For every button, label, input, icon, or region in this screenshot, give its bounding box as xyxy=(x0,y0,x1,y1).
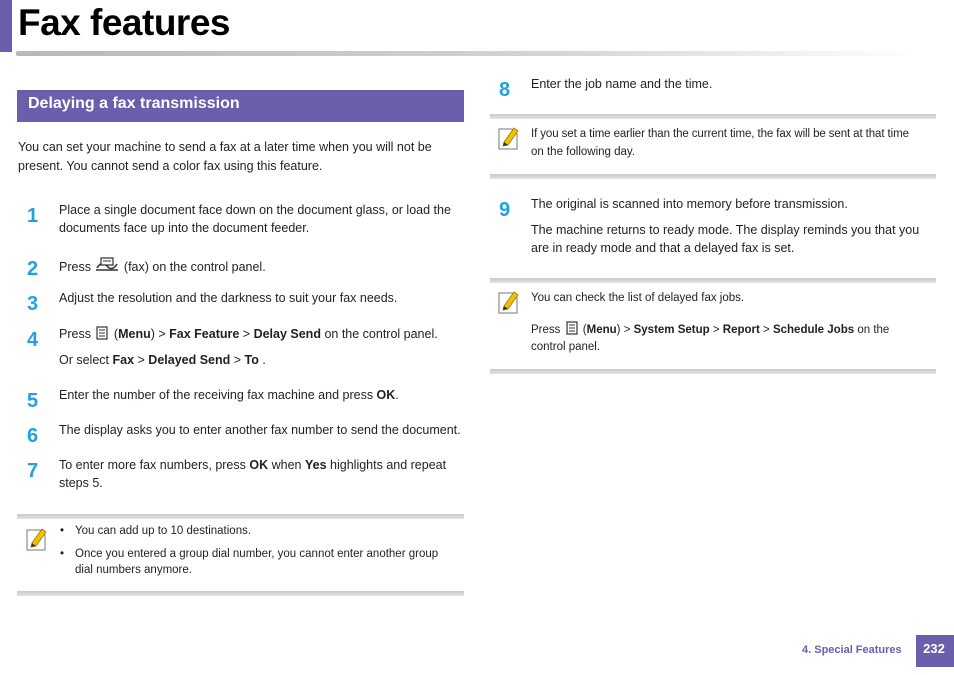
note-pencil-icon xyxy=(497,125,519,151)
step-2-post: (fax) on the control panel. xyxy=(123,260,266,274)
note-pencil-icon xyxy=(497,289,519,315)
note-bullet-dot-2: • xyxy=(60,548,65,560)
note-right2-press: Press xyxy=(531,324,561,336)
step-7-line1 xyxy=(59,456,446,475)
step-4-delay-send: Delay Send xyxy=(253,327,321,341)
footer-page-number: 232 xyxy=(923,641,945,656)
note-right2-schedule-jobs: Schedule Jobs xyxy=(772,324,855,336)
step-number-6: 6 xyxy=(27,425,39,447)
step-9-line1: The original is scanned into memory before transmission. xyxy=(531,197,848,211)
intro-text-line2: present. You cannot send a color fax using this feature. xyxy=(18,159,323,173)
title-accent-bar xyxy=(0,0,12,52)
step-number-7: 7 xyxy=(27,460,39,482)
step-5-pre: Enter the number of the receiving fax machine and press xyxy=(59,388,374,402)
note-right2-menu: Menu xyxy=(586,324,617,336)
step-4-delayed-send: Delayed Send xyxy=(148,353,231,367)
step-4-or-select: Or select xyxy=(59,353,110,367)
step-4-line2: Or select Fax > Delayed Send > To . xyxy=(59,353,266,367)
note-left-bullet2-line2: dial numbers anymore. xyxy=(75,564,192,576)
step-7-yes: Yes xyxy=(304,458,327,472)
step-7-tail: highlights and repeat xyxy=(330,458,447,472)
step-7-pre: To enter more fax numbers, press xyxy=(59,458,246,472)
note-right2-line3: control panel. xyxy=(531,341,601,353)
step-1-line2: documents face up into the document feeder. xyxy=(59,221,310,235)
step-4-menu: Menu xyxy=(118,327,151,341)
step-number-9: 9 xyxy=(499,199,511,221)
intro-text-line1: You can set your machine to send a fax at a later time when you will not be xyxy=(18,140,432,154)
note-right1-line2: on the following day. xyxy=(531,146,635,158)
fax-icon xyxy=(94,254,120,280)
step-6-text: The display asks you to enter another fax number to send the document. xyxy=(59,423,461,437)
note-right1-line1: If you set a time earlier than the current time, the fax will be sent at that time xyxy=(531,128,909,140)
step-4-fax-feature: Fax Feature xyxy=(169,327,240,341)
note-top-rule xyxy=(17,514,464,519)
step-number-8: 8 xyxy=(499,79,511,101)
note-left-bullet1: You can add up to 10 destinations. xyxy=(75,525,252,537)
step-9-line3: are in ready mode and that a delayed fax is set. xyxy=(531,241,795,255)
step-8-text: Enter the job name and the time. xyxy=(531,77,713,91)
step-4-press: Press xyxy=(59,327,91,341)
step-number-4: 4 xyxy=(27,329,39,351)
step-5-ok: OK xyxy=(376,388,396,402)
section-heading: Delaying a fax transmission xyxy=(28,95,240,112)
footer-section-label: 4. Special Features xyxy=(802,644,902,656)
step-4-to: To xyxy=(244,353,259,367)
note-right2-report: Report xyxy=(722,324,760,336)
step-4-fax: Fax xyxy=(112,353,135,367)
step-number-5: 5 xyxy=(27,390,39,412)
step-4-tail: on the control panel. xyxy=(324,327,438,341)
step-5-text: Enter the number of the receiving fax machine and press OK. xyxy=(59,388,399,402)
note-bottom-rule xyxy=(17,591,464,596)
step-2-text xyxy=(59,254,266,280)
step-number-2: 2 xyxy=(27,258,39,280)
step-9-line2: The machine returns to ready mode. The display reminds you that you xyxy=(531,223,920,237)
note-left-bullet2-line1: Once you entered a group dial number, you cannot enter another group xyxy=(75,548,439,560)
step-number-3: 3 xyxy=(27,293,39,315)
note-right1-top-rule xyxy=(490,114,936,119)
step-number-1: 1 xyxy=(27,205,39,227)
step-7-ok: OK xyxy=(249,458,269,472)
note-right2-system-setup: System Setup xyxy=(633,324,710,336)
note-pencil-icon xyxy=(25,526,47,552)
menu-icon xyxy=(94,325,110,347)
note-right2-tail: on the xyxy=(857,324,890,336)
step-7-line2: steps 5. xyxy=(59,476,103,490)
note-right2-top-rule xyxy=(490,278,936,283)
page-title: Fax features xyxy=(18,2,230,43)
step-1-line1: Place a single document face down on the document glass, or load the xyxy=(59,203,451,217)
note-right2-bottom-rule xyxy=(490,369,936,374)
note-right1-bottom-rule xyxy=(490,174,936,179)
note-right2-line1: You can check the list of delayed fax jobs. xyxy=(531,292,745,304)
step-4-line1: Press (Menu) > Fax Feature > Delay Send on the control panel. xyxy=(59,325,438,347)
note-bullet-dot-1: • xyxy=(60,525,65,537)
title-divider xyxy=(16,51,916,56)
step-2-pre: Press xyxy=(59,260,91,274)
step-7-mid: when xyxy=(271,458,302,472)
step-3-text: Adjust the resolution and the darkness to suit your fax needs. xyxy=(59,291,398,305)
note-right2-line2: Press (Menu) > System Setup > Report > Schedule Jobs on the xyxy=(531,320,889,342)
